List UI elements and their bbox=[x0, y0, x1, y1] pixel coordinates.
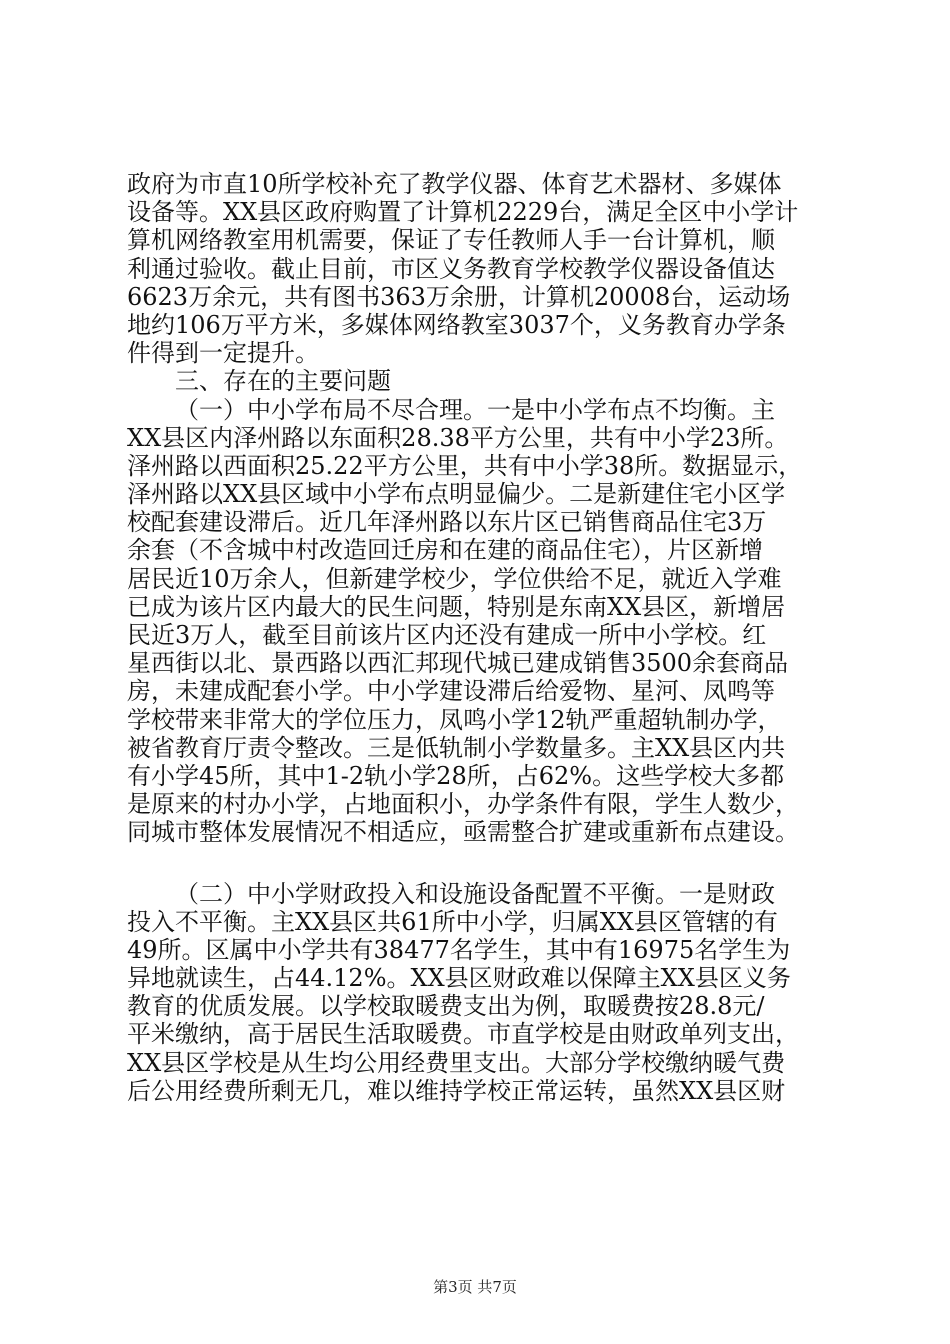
text-line: 同城市整体发展情况不相适应，亟需整合扩建或重新布点建设。 bbox=[127, 818, 799, 847]
page-number: 第3页 共7页 bbox=[433, 1278, 517, 1296]
text-line: 6623万余元，共有图书363万余册，计算机20008台，运动场 bbox=[127, 282, 791, 311]
text-line: 是原来的村办小学，占地面积小，办学条件有限，学生人数少， bbox=[127, 790, 799, 819]
text-line: 被省教育厅责令整改。三是低轨制小学数量多。主XX县区内共 bbox=[127, 733, 786, 762]
text-line: 设备等。XX县区政府购置了计算机2229台，满足全区中小学计 bbox=[127, 198, 799, 227]
paragraph bbox=[127, 170, 827, 367]
text-line: 地约106万平方米，多媒体网络教室3037个，义务教育办学条 bbox=[127, 310, 786, 339]
page-footer bbox=[0, 1277, 950, 1297]
text-line: 49所。区属中小学共有38477名学生，其中有16975名学生为 bbox=[127, 935, 791, 964]
text-line: XX县区内泽州路以东面积28.38平方公里，共有中小学23所。 bbox=[127, 423, 789, 452]
paragraph bbox=[127, 880, 827, 1106]
text-line: 利通过验收。截止目前，市区义务教育学校教学仪器设备值达 bbox=[127, 254, 775, 283]
text-line: 教育的优质发展。以学校取暖费支出为例，取暖费按28.8元/ bbox=[127, 992, 765, 1021]
text-line: 星西街以北、景西路以西汇邦现代城已建成销售3500余套商品 bbox=[127, 649, 789, 678]
text-line: 件得到一定提升。 bbox=[127, 339, 319, 368]
text-line: 投入不平衡。主XX县区共61所中小学，归属XX县区管辖的有 bbox=[127, 907, 778, 936]
section-heading bbox=[127, 367, 827, 395]
text-line: 异地就读生，占44.12%。XX县区财政难以保障主XX县区义务 bbox=[127, 964, 791, 993]
text-line: （二）中小学财政投入和设施设备配置不平衡。一是财政 bbox=[175, 879, 775, 908]
text-line: 民近3万人，截至目前该片区内还没有建成一所中小学校。红 bbox=[127, 621, 767, 649]
text-line: 泽州路以西面积25.22平方公里，共有中小学38所。数据显示， bbox=[127, 451, 803, 480]
text-line: 学校带来非常大的学位压力，凤鸣小学12轨严重超轨制办学， bbox=[127, 705, 782, 734]
document-body bbox=[127, 170, 827, 1105]
text-line: 有小学45所，其中1-2轨小学28所，占62%。这些学校大多都 bbox=[127, 761, 785, 790]
heading-text: 三、存在的主要问题 bbox=[175, 367, 391, 396]
text-line: 算机网络教室用机需要，保证了专任教师人手一台计算机，顺 bbox=[127, 226, 775, 255]
text-line: 已成为该片区内最大的民生问题，特别是东南XX县区，新增居 bbox=[127, 592, 786, 621]
text-line: 房，未建成配套小学。中小学建设滞后给爱物、星河、凤鸣等 bbox=[127, 677, 775, 706]
paragraph bbox=[127, 396, 827, 847]
text-line: 校配套建设滞后。近几年泽州路以东片区已销售商品住宅3万 bbox=[127, 508, 767, 537]
paragraph-spacer bbox=[127, 847, 827, 880]
text-line: 平米缴纳，高于居民生活取暖费。市直学校是由财政单列支出， bbox=[127, 1020, 799, 1049]
text-line: 居民近10万余人，但新建学校少，学位供给不足，就近入学难 bbox=[127, 564, 782, 593]
text-line: XX县区学校是从生均公用经费里支出。大部分学校缴纳暖气费 bbox=[127, 1048, 786, 1077]
text-line: 后公用经费所剩无几，难以维持学校正常运转，虽然XX县区财 bbox=[127, 1076, 786, 1105]
text-line: 政府为市直10所学校补充了教学仪器、体育艺术器材、多媒体 bbox=[127, 170, 782, 198]
text-line: 余套（不含城中村改造回迁房和在建的商品住宅），片区新增 bbox=[127, 536, 763, 565]
text-line: （一）中小学布局不尽合理。一是中小学布点不均衡。主 bbox=[175, 395, 775, 424]
text-line: 泽州路以XX县区域中小学布点明显偏少。二是新建住宅小区学 bbox=[127, 480, 786, 509]
